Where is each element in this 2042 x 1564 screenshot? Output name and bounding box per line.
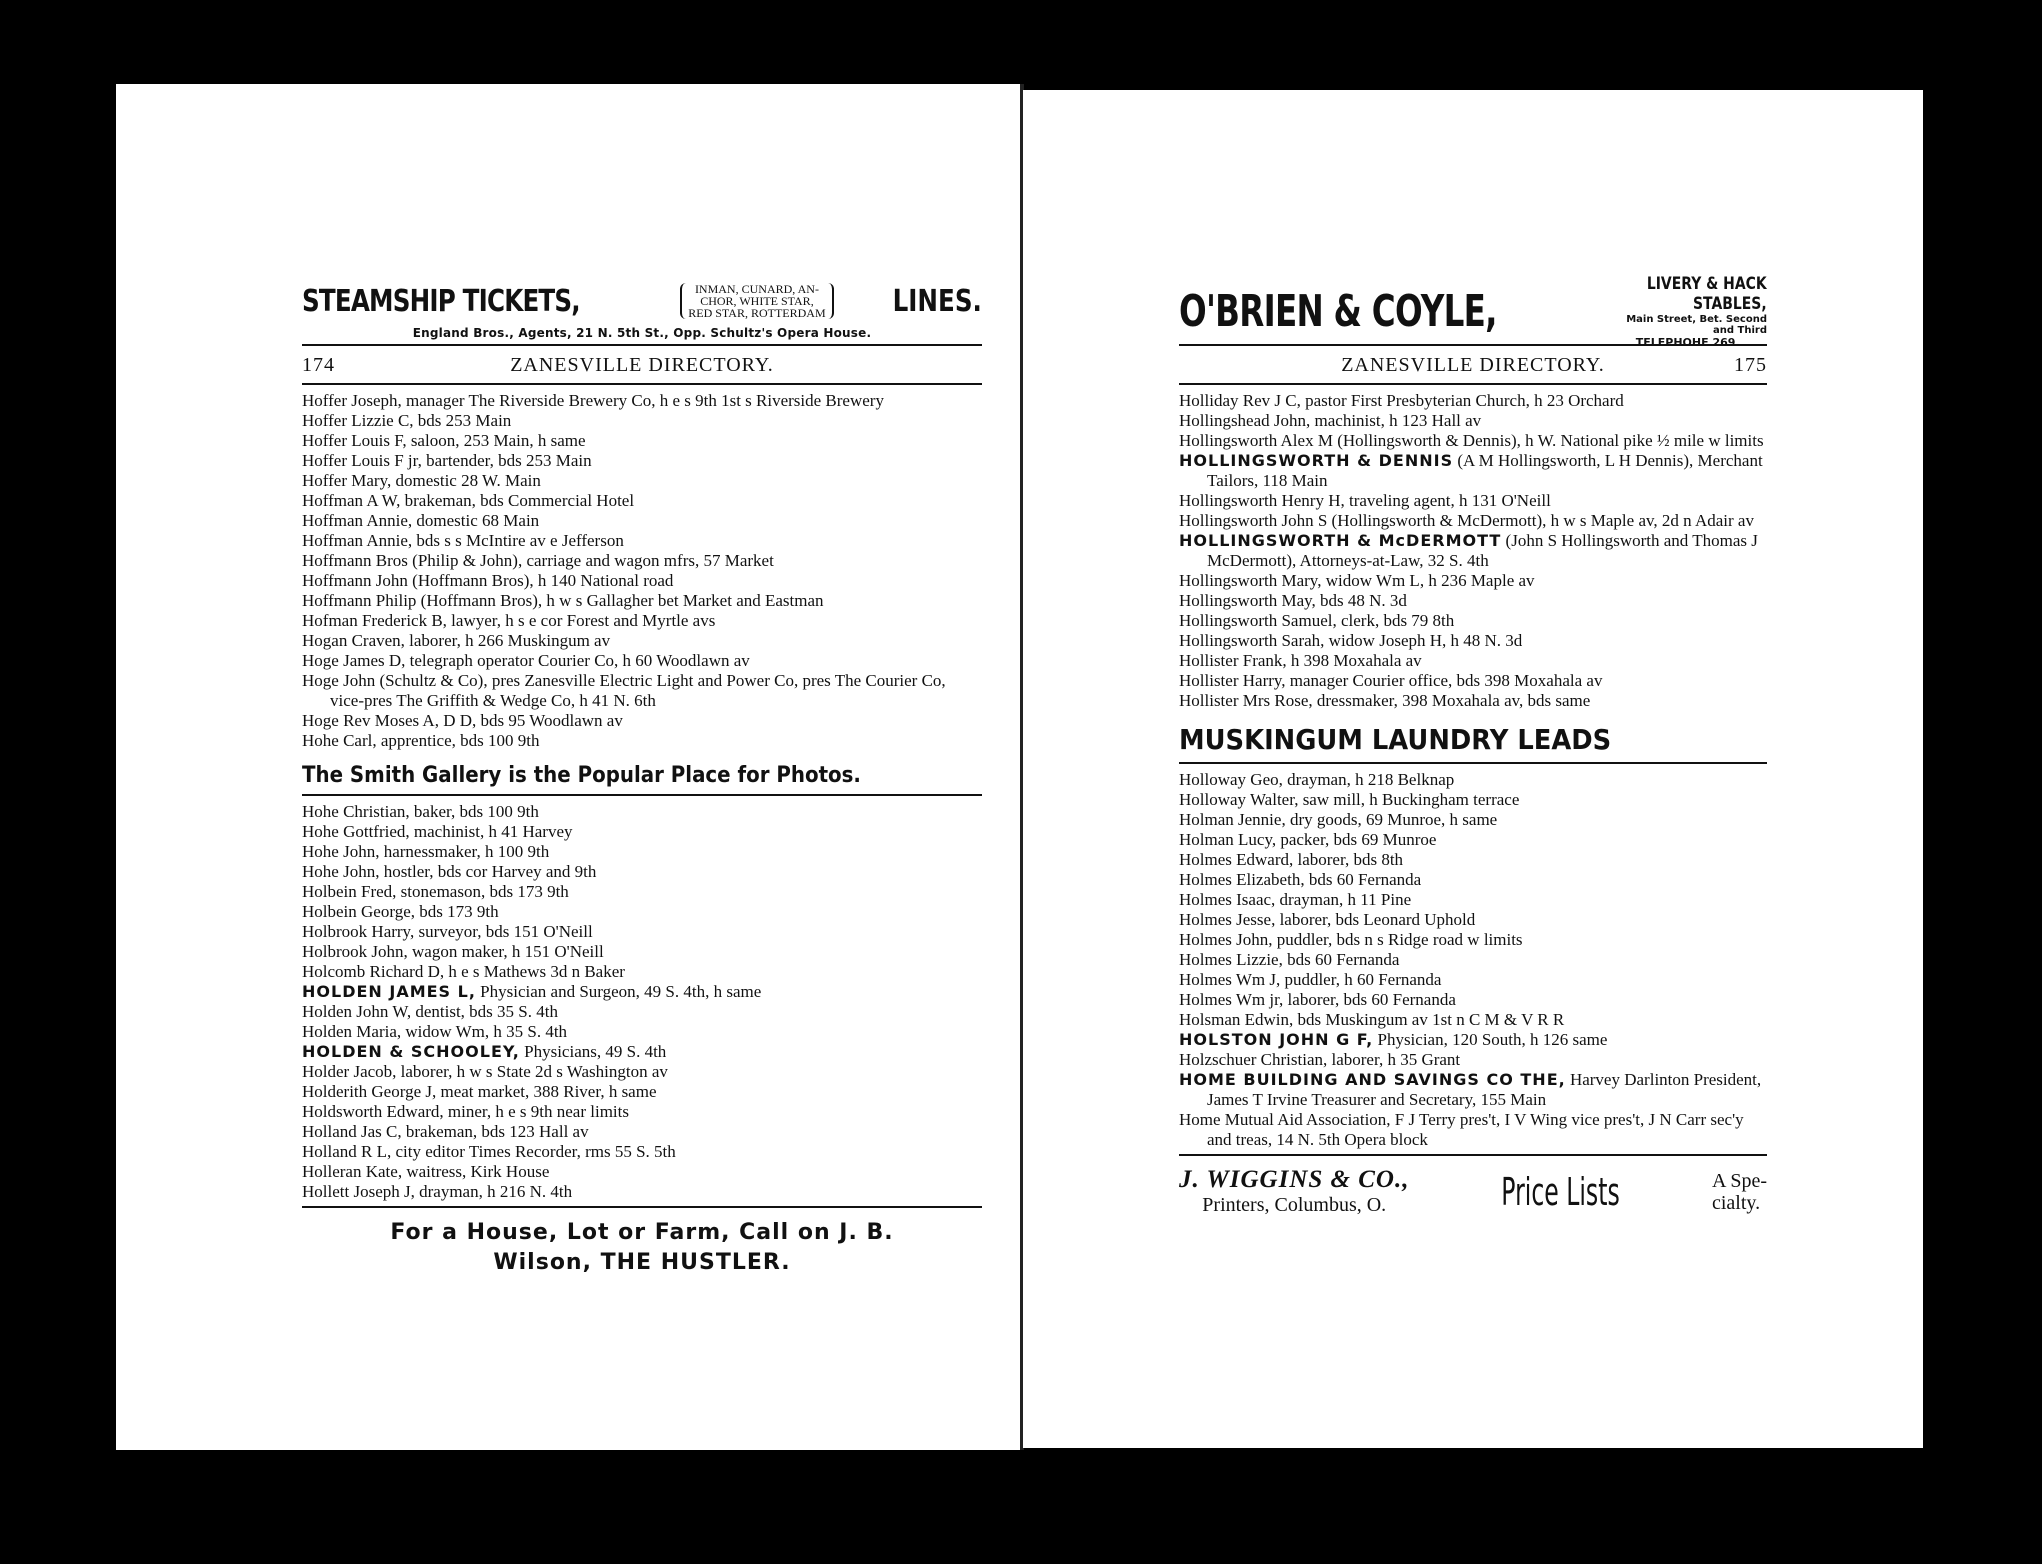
obrien-coyle-line-2: Main Street, Bet. Second and Third [1626, 313, 1767, 336]
directory-entry [302, 962, 982, 982]
directory-entry-text: Holmes Jesse, laborer, bds Leonard Uphold [1179, 910, 1476, 929]
wiggins-ad-right-1: A Spe- [1712, 1169, 1767, 1192]
directory-entry-text: Holdsworth Edward, miner, h e s 9th near limits [302, 1102, 629, 1121]
directory-entry-text: Hollingsworth Samuel, clerk, bds 79 8th [1179, 611, 1455, 630]
directory-entry: Hoffer Louis F jr, bartender, bds 253 Main [302, 451, 592, 470]
directory-entry-text: Holder Jacob, laborer, h w s State 2d s Washington av [302, 1062, 668, 1081]
directory-entry-text: Holmes Edward, laborer, bds 8th [1179, 850, 1404, 869]
directory-entry [302, 1002, 982, 1022]
left-page-content [302, 278, 982, 1278]
steamship-ad [302, 278, 982, 324]
directory-entry [1179, 611, 1767, 631]
steamship-ad-lines-word: LINES. [892, 283, 982, 319]
obrien-coyle-ad [1179, 273, 1767, 349]
hustler-ad [302, 1218, 982, 1278]
directory-entry-text: Hollett Joseph J, drayman, h 216 N. 4th [302, 1182, 573, 1201]
running-title: ZANESVILLE DIRECTORY. [1341, 354, 1605, 376]
directory-entry-text: Holbein George, bds 173 9th [302, 902, 499, 921]
divider [1179, 762, 1767, 764]
directory-entry [302, 1082, 982, 1102]
hustler-ad-line-2: Wilson, THE HUSTLER. [493, 1250, 791, 1275]
directory-entry [1179, 870, 1767, 890]
directory-entry [302, 1182, 982, 1202]
directory-entry [1179, 691, 1767, 711]
directory-entry: Hoffer Joseph, manager The Riverside Brewery Co, h e s 9th 1st s Riverside Brewery [302, 391, 884, 410]
right-page [1023, 90, 1923, 1448]
directory-entry: Hoge Rev Moses A, D D, bds 95 Woodlawn av [302, 711, 623, 730]
directory-entry [302, 1022, 982, 1042]
directory-entry [1179, 491, 1767, 511]
steamship-ad-agents: England Bros., Agents, 21 N. 5th St., Opp. Schultz's Opera House. [412, 326, 872, 340]
directory-entry [1179, 531, 1767, 571]
directory-entry-text: Hollingshead John, machinist, h 123 Hall av [1179, 411, 1482, 430]
directory-entry [1179, 511, 1767, 531]
directory-entry-text: Holmes Wm jr, laborer, bds 60 Fernanda [1179, 990, 1456, 1009]
hustler-ad-line-1: For a House, Lot or Farm, Call on J. B. [390, 1220, 894, 1245]
divider [302, 1206, 982, 1208]
smith-gallery-ad: The Smith Gallery is the Popular Place for Photos. [302, 763, 861, 788]
directory-entry-text: Holmes Wm J, puddler, h 60 Fernanda [1179, 970, 1442, 989]
directory-entry-text: Hollingsworth John S (Hollingsworth & McDermott), h w s Maple av, 2d n Adair av [1179, 511, 1754, 530]
directory-entry: Hoge James D, telegraph operator Courier Co, h 60 Woodlawn av [302, 651, 750, 670]
directory-entry-text: Hollingsworth Sarah, widow Joseph H, h 48 N. 3d [1179, 631, 1523, 650]
directory-entry [1179, 411, 1767, 431]
directory-entry [1179, 631, 1767, 651]
directory-entry-text: Hollingsworth May, bds 48 N. 3d [1179, 591, 1407, 610]
directory-entry-text: Holleran Kate, waitress, Kirk House [302, 1162, 550, 1181]
directory-entry [1179, 571, 1767, 591]
directory-entry: Hoffer Mary, domestic 28 W. Main [302, 471, 541, 490]
directory-entry-text: Holsman Edwin, bds Muskingum av 1st n C M & V R R [1179, 1010, 1565, 1029]
running-title: ZANESVILLE DIRECTORY. [510, 354, 774, 376]
directory-entry-text: Hohe Gottfried, machinist, h 41 Harvey [302, 822, 573, 841]
directory-entry [1179, 770, 1767, 790]
directory-entry-text: Holman Jennie, dry goods, 69 Munroe, h same [1179, 810, 1498, 829]
wiggins-ad-name: J. WIGGINS & CO., [1179, 1166, 1410, 1193]
directory-entry [302, 862, 982, 882]
directory-entry [302, 1102, 982, 1122]
directory-entry [1179, 1070, 1767, 1110]
directory-entry: Hofman Frederick B, lawyer, h s e cor Forest and Myrtle avs [302, 611, 716, 630]
directory-entry-text: Hollister Harry, manager Courier office, bds 398 Moxahala av [1179, 671, 1603, 690]
directory-entry: Hogan Craven, laborer, h 266 Muskingum av [302, 631, 611, 650]
running-head [1179, 354, 1767, 377]
directory-entry-text: Home Mutual Aid Association, F J Terry pres't, I V Wing vice pres't, J N Carr sec'y and treas, 14 N. 5th Opera block [1179, 1110, 1744, 1149]
directory-entries [302, 802, 982, 1202]
directory-entry-text: Physician and Surgeon, 49 S. 4th, h same [475, 982, 762, 1001]
divider [302, 344, 982, 346]
directory-entry-bold-name: HOME BUILDING AND SAVINGS CO THE, [1179, 1070, 1566, 1089]
left-page [116, 84, 1020, 1450]
directory-entry [302, 942, 982, 962]
directory-entry [302, 1042, 982, 1062]
laundry-ad: MUSKINGUM LAUNDRY LEADS [1179, 723, 1612, 756]
directory-entry [302, 802, 982, 822]
directory-entry-bold-name: HOLLINGSWORTH & DENNIS [1179, 451, 1454, 470]
directory-entries [302, 391, 982, 751]
directory-entry [1179, 890, 1767, 910]
directory-entry: Hoffmann Bros (Philip & John), carriage and wagon mfrs, 57 Market [302, 551, 774, 570]
directory-entry [1179, 671, 1767, 691]
directory-entry-text: Holden Maria, widow Wm, h 35 S. 4th [302, 1022, 568, 1041]
directory-entry-text: Holbrook Harry, surveyor, bds 151 O'Neill [302, 922, 593, 941]
directory-entry-text: Hohe John, harnessmaker, h 100 9th [302, 842, 550, 861]
directory-entry [302, 1122, 982, 1142]
directory-entry [302, 922, 982, 942]
directory-entry-text: Hollister Frank, h 398 Moxahala av [1179, 651, 1422, 670]
directory-entry [1179, 990, 1767, 1010]
obrien-coyle-title: O'BRIEN & COYLE, [1179, 285, 1497, 337]
directory-entry [1179, 830, 1767, 850]
directory-entry [1179, 930, 1767, 950]
directory-entry: Hoffmann John (Hoffmann Bros), h 140 National road [302, 571, 674, 590]
directory-entry [302, 982, 982, 1002]
directory-entry-text: Hollingsworth Henry H, traveling agent, h 131 O'Neill [1179, 491, 1551, 510]
directory-entry-text: Hohe John, hostler, bds cor Harvey and 9th [302, 862, 597, 881]
directory-entry-text: Holderith George J, meat market, 388 River, h same [302, 1082, 657, 1101]
directory-entry [1179, 790, 1767, 810]
directory-entry-text: Holmes John, puddler, bds n s Ridge road w limits [1179, 930, 1523, 949]
steamship-line-1: INMAN, CUNARD, AN- [694, 282, 819, 296]
directory-entry-text: (A M Hollingsworth, L H Dennis), Merchant Tailors, 118 Main [1207, 451, 1763, 490]
directory-entry [302, 842, 982, 862]
directory-entry [302, 1062, 982, 1082]
directory-entry-text: Holman Lucy, packer, bds 69 Munroe [1179, 830, 1437, 849]
directory-entry: Hoffer Louis F, saloon, 253 Main, h same [302, 431, 586, 450]
divider [1179, 383, 1767, 385]
directory-entry: Hoffmann Philip (Hoffmann Bros), h w s Gallagher bet Market and Eastman [302, 591, 824, 610]
divider [302, 383, 982, 385]
directory-entry-text: Hollister Mrs Rose, dressmaker, 398 Moxahala av, bds same [1179, 691, 1591, 710]
running-head [302, 354, 982, 377]
directory-entry [1179, 391, 1767, 411]
steamship-ad-lines-list [680, 283, 833, 319]
wiggins-ad-sub: Printers, Columbus, O. [1202, 1194, 1387, 1216]
directory-entry-bold-name: HOLDEN & SCHOOLEY, [302, 1042, 520, 1061]
directory-entries [1179, 770, 1767, 1150]
obrien-coyle-line-3: TELEPHOHE 269. [1635, 335, 1740, 349]
directory-entry-text: Harvey Darlinton President, James T Irvine Treasurer and Secretary, 155 Main [1207, 1070, 1762, 1109]
directory-entry [1179, 970, 1767, 990]
directory-entry-bold-name: HOLDEN JAMES L, [302, 982, 476, 1001]
directory-entry [1179, 910, 1767, 930]
directory-entry: Hoffer Lizzie C, bds 253 Main [302, 411, 512, 430]
directory-entry [302, 902, 982, 922]
directory-entry-text: Holden John W, dentist, bds 35 S. 4th [302, 1002, 558, 1021]
directory-entry: Hoffman A W, brakeman, bds Commercial Hotel [302, 491, 635, 510]
directory-entry [302, 822, 982, 842]
directory-entry [1179, 1110, 1767, 1150]
directory-entry [1179, 1050, 1767, 1070]
directory-entry-text: (John S Hollingsworth and Thomas J McDermott), Attorneys-at-Law, 32 S. 4th [1207, 531, 1758, 570]
page-number: 175 [1734, 354, 1767, 376]
directory-entry [1179, 1010, 1767, 1030]
directory-entry [1179, 431, 1767, 451]
directory-entry-text: Hollingsworth Mary, widow Wm L, h 236 Maple av [1179, 571, 1535, 590]
directory-entry-bold-name: HOLSTON JOHN G F, [1179, 1030, 1374, 1049]
wiggins-ad-right-2: cialty. [1712, 1191, 1761, 1214]
steamship-ad-title: STEAMSHIP TICKETS, [302, 283, 580, 319]
directory-entry-text: Physician, 120 South, h 126 same [1373, 1030, 1608, 1049]
directory-entry [1179, 651, 1767, 671]
directory-entry [1179, 850, 1767, 870]
right-page-content [1179, 273, 1767, 1217]
directory-entry-text: Holmes Lizzie, bds 60 Fernanda [1179, 950, 1400, 969]
directory-entry-text: Holloway Geo, drayman, h 218 Belknap [1179, 770, 1455, 789]
wiggins-ad-left [1179, 1166, 1409, 1217]
directory-entry-text: Holliday Rev J C, pastor First Presbyterian Church, h 23 Orchard [1179, 391, 1624, 410]
directory-entry-text: Hohe Christian, baker, bds 100 9th [302, 802, 539, 821]
directory-entry [302, 882, 982, 902]
directory-entry-text: Holmes Elizabeth, bds 60 Fernanda [1179, 870, 1422, 889]
directory-entry: Hoge John (Schultz & Co), pres Zanesville Electric Light and Power Co, pres The Courier Co, vice-pres The Griffith & Wedge Co, h 41 N. 6th [302, 671, 946, 710]
directory-entry [1179, 950, 1767, 970]
directory-entry-text: Hollingsworth Alex M (Hollingsworth & Dennis), h W. National pike ½ mile w limits [1179, 431, 1764, 450]
directory-entry-bold-name: HOLLINGSWORTH & McDERMOTT [1179, 531, 1502, 550]
directory-entry: Hoffman Annie, bds s s McIntire av e Jefferson [302, 531, 624, 550]
obrien-coyle-details [1608, 274, 1767, 349]
directory-entry-text: Holmes Isaac, drayman, h 11 Pine [1179, 890, 1412, 909]
steamship-line-3: RED STAR, ROTTERDAM [688, 306, 826, 320]
directory-entry [1179, 1030, 1767, 1050]
directory-entries [1179, 391, 1767, 711]
directory-entry-text: Holcomb Richard D, h e s Mathews 3d n Baker [302, 962, 625, 981]
directory-entry [1179, 591, 1767, 611]
directory-entry [1179, 451, 1767, 491]
directory-entry-text: Holland R L, city editor Times Recorder, rms 55 S. 5th [302, 1142, 676, 1161]
page-number: 174 [302, 354, 335, 376]
wiggins-ad [1179, 1166, 1767, 1217]
directory-entry-text: Holzschuer Christian, laborer, h 35 Grant [1179, 1050, 1461, 1069]
steamship-line-2: CHOR, WHITE STAR, [700, 294, 814, 308]
wiggins-ad-price-lists: Price Lists [1501, 1169, 1620, 1214]
directory-entry-text: Holland Jas C, brakeman, bds 123 Hall av [302, 1122, 589, 1141]
divider [302, 794, 982, 796]
directory-entry [302, 1162, 982, 1182]
wiggins-ad-right [1712, 1170, 1767, 1214]
directory-entry [1179, 810, 1767, 830]
directory-entry-text: Holbein Fred, stonemason, bds 173 9th [302, 882, 569, 901]
directory-entry [302, 1142, 982, 1162]
directory-entry-text: Holbrook John, wagon maker, h 151 O'Neill [302, 942, 604, 961]
directory-entry: Hoffman Annie, domestic 68 Main [302, 511, 540, 530]
obrien-coyle-line-1: LIVERY & HACK STABLES, [1647, 273, 1767, 314]
divider [1179, 1154, 1767, 1156]
directory-entry-text: Physicians, 49 S. 4th [519, 1042, 667, 1061]
directory-entry-text: Holloway Walter, saw mill, h Buckingham terrace [1179, 790, 1520, 809]
directory-entry: Hohe Carl, apprentice, bds 100 9th [302, 731, 540, 750]
